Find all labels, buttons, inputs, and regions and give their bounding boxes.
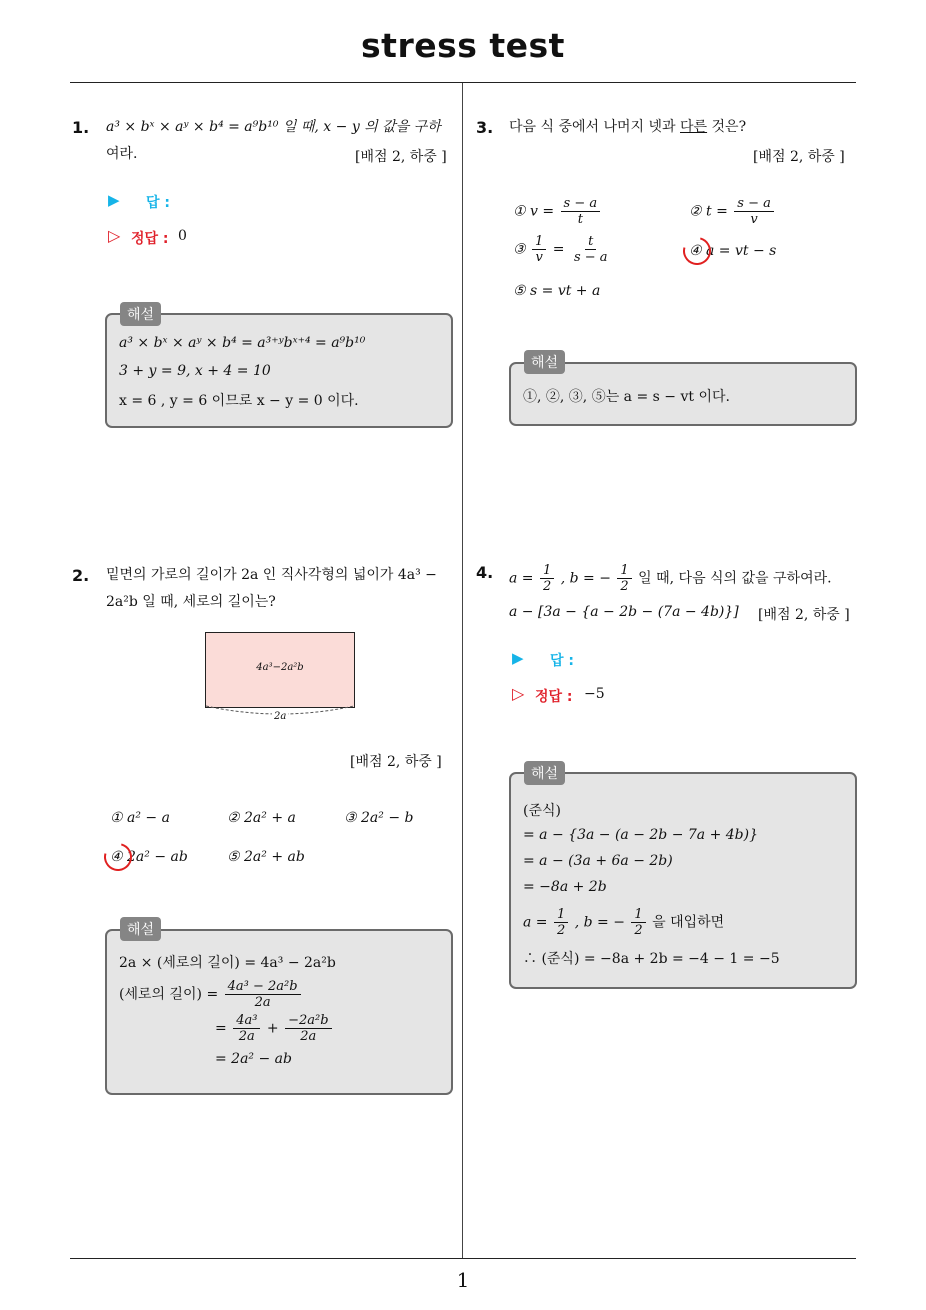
question-1-solution-tag: 해설 bbox=[120, 302, 161, 326]
question-4-text-line1: a = $\frac{1}{2}$ , b = − $\frac{1}{2}$ 일 때, 다음 식의 값을 구하여라. bbox=[509, 563, 832, 594]
question-4-correct-value: −5 bbox=[584, 686, 605, 702]
question-4-solution-tag: 해설 bbox=[524, 761, 565, 785]
answer-arrow-icon: ▶ bbox=[512, 649, 524, 667]
page-number: 1 bbox=[456, 1268, 470, 1292]
choice-5[interactable]: ⑤ s = vt + a bbox=[513, 283, 601, 299]
solution-line: 2a × (세로의 길이) = 4a³ − 2a²b bbox=[119, 955, 336, 971]
solution-line: = −8a + 2b bbox=[523, 879, 607, 895]
solution-line: a³ × bˣ × aʸ × b⁴ = a³⁺ʸbˣ⁺⁴ = a⁹b¹⁰ bbox=[119, 335, 366, 351]
page-title: stress test bbox=[361, 26, 565, 65]
rectangle-figure bbox=[205, 632, 355, 708]
question-4-correct-label: 정답 : bbox=[535, 689, 573, 705]
question-1-text-line2: 여라. bbox=[106, 146, 138, 162]
solution-line: ∴ (준식) = −8a + 2b = −4 − 1 = −5 bbox=[523, 951, 780, 967]
selected-answer-circle-icon bbox=[99, 838, 137, 876]
answer-arrow-icon: ▶ bbox=[108, 191, 120, 209]
question-2-text-line2: 2a²b 일 때, 세로의 길이는? bbox=[106, 594, 276, 610]
question-1-correct-label: 정답 : bbox=[131, 231, 169, 247]
question-2-text-line1: 밑면의 가로의 길이가 2a 인 직사각형의 넓이가 4a³ − bbox=[106, 567, 437, 583]
question-2-solution-box bbox=[105, 929, 453, 1095]
choice-3[interactable]: ③ 2a² − b bbox=[344, 810, 414, 826]
selected-answer-circle-icon bbox=[678, 232, 716, 270]
solution-line: = $\frac{\text{4a³}}{2a}$ + $\frac{\text{−2a²b}}{2a}$ bbox=[215, 1013, 334, 1044]
question-1-correct-value: 0 bbox=[178, 228, 187, 244]
choice-1[interactable]: ① v = $\frac{s - a}{t}$ bbox=[513, 196, 602, 227]
column-divider bbox=[462, 83, 463, 1258]
question-1-answer-label: 답 : bbox=[146, 195, 170, 211]
choice-3[interactable]: ③ $\frac{1}{v}$ = $\frac{t}{s - a}$ bbox=[513, 234, 608, 265]
question-3-text: 다음 식 중에서 나머지 넷과 다른 것은? bbox=[509, 119, 747, 135]
question-1-text-line1: a³ × bˣ × aʸ × b⁴ = a⁹b¹⁰ 일 때, x − y 의 값을 구하 bbox=[106, 119, 441, 135]
solution-line: = a − {3a − (a − 2b − 7a + 4b)} bbox=[523, 827, 759, 843]
choice-5[interactable]: ⑤ 2a² + ab bbox=[227, 849, 305, 865]
solution-line: 3 + y = 9, x + 4 = 10 bbox=[119, 363, 271, 379]
solution-line: = 2a² − ab bbox=[215, 1051, 292, 1067]
question-1-solution-box bbox=[105, 313, 453, 428]
question-4-expression: a − [3a − {a − 2b − (7a − 4b)}] bbox=[509, 604, 739, 620]
question-2-solution-tag: 해설 bbox=[120, 917, 161, 941]
choice-1[interactable]: ① a² − a bbox=[110, 810, 170, 826]
question-4-solution-box bbox=[509, 772, 857, 989]
question-4-number: 4. bbox=[476, 563, 494, 582]
question-4-answer-label: 답 : bbox=[550, 653, 574, 669]
solution-line: x = 6 , y = 6 이므로 x − y = 0 이다. bbox=[119, 393, 359, 409]
solution-line: a = $\frac{1}{2}$ , b = − $\frac{1}{2}$ 을 대입하면 bbox=[523, 907, 725, 938]
question-3-number: 3. bbox=[476, 118, 494, 137]
question-1-meta: [배점 2, 하중 ] bbox=[355, 149, 447, 165]
solution-line bbox=[119, 979, 303, 1010]
rectangle-area-label: 4a³−2a²b bbox=[256, 662, 304, 673]
question-2-number: 2. bbox=[72, 566, 90, 585]
choice-2[interactable]: ② t = $\frac{s - a}{v}$ bbox=[689, 196, 776, 227]
footer-rule bbox=[70, 1258, 856, 1259]
question-1-number: 1. bbox=[72, 118, 90, 137]
fraction: $\frac{\text{4a³}}{2a}$ bbox=[233, 1013, 260, 1044]
question-2-meta: [배점 2, 하중 ] bbox=[350, 754, 442, 770]
choice-4[interactable]: ④ a = vt − s bbox=[689, 243, 777, 259]
solution-line: ①, ②, ③, ⑤는 a = s − vt 이다. bbox=[523, 389, 730, 405]
correct-arrow-icon: ▷ bbox=[108, 226, 121, 245]
choice-4[interactable]: ④ 2a² − ab bbox=[110, 849, 188, 865]
solution-line: = a − (3a + 6a − 2b) bbox=[523, 853, 673, 869]
choice-2[interactable]: ② 2a² + a bbox=[227, 810, 296, 826]
header-rule bbox=[70, 82, 856, 83]
question-3-meta: [배점 2, 하중 ] bbox=[753, 149, 845, 165]
question-4-meta: [배점 2, 하중 ] bbox=[758, 607, 850, 623]
fraction: $\frac{\text{−2a²b}}{2a}$ bbox=[285, 1013, 331, 1044]
rectangle-base-label: 2a bbox=[274, 711, 287, 722]
fraction: $\frac{\text{4a³ − 2a²b}}{2a}$ bbox=[225, 979, 301, 1010]
solution-text: (세로의 길이) = bbox=[119, 986, 219, 1003]
correct-arrow-icon: ▷ bbox=[512, 684, 525, 703]
question-3-solution-tag: 해설 bbox=[524, 350, 565, 374]
solution-line: (준식) bbox=[523, 803, 561, 819]
